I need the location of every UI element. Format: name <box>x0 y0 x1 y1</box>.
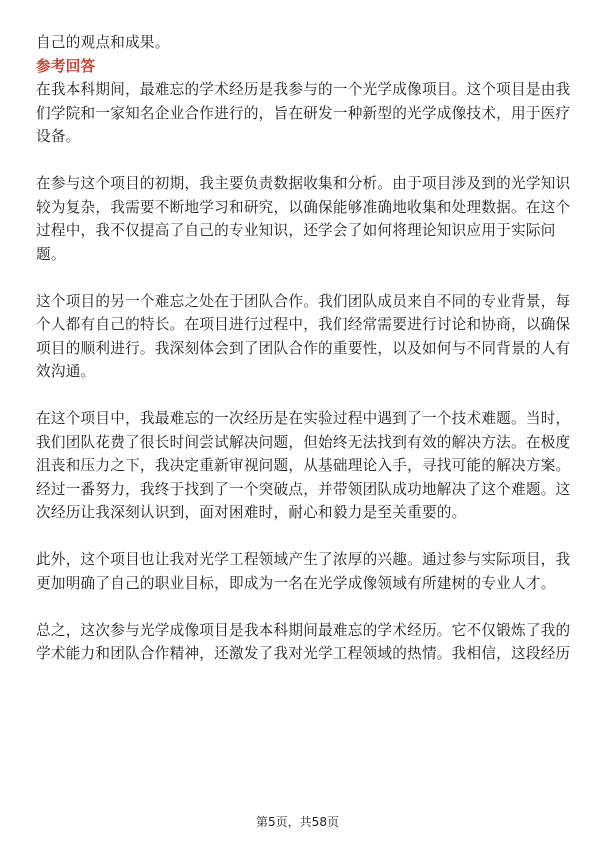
paragraph-line: 在参与这个项目的初期，我主要负责数据收集和分析。由于项目涉及到的光学知识 <box>36 175 571 192</box>
paragraph-line: 设备。 <box>36 128 81 145</box>
answer-heading: 参考回答 <box>36 57 96 75</box>
paragraph-spacer <box>36 525 559 549</box>
paragraph-line: 经过一番努力，我终于找到了一个突破点，并带领团队成功地解决了这个难题。这 <box>36 480 571 498</box>
paragraph-line: 过程中，我不仅提高了自己的专业知识，还学会了如何将理论知识应用于实际问 <box>36 222 556 239</box>
paragraph-line: 们学院和一家知名企业合作进行的，旨在研发一种新型的光学成像技术，用于医疗 <box>36 104 571 122</box>
paragraph-spacer <box>36 384 559 408</box>
paragraph-spacer <box>36 595 559 619</box>
paragraph-line: 个人都有自己的特长。在项目进行过程中，我们经常需要进行讨论和协商，以确保 <box>36 316 571 333</box>
document-body <box>36 31 571 666</box>
paragraph-5 <box>36 548 571 595</box>
paragraph-line: 学术能力和团队合作精神，还激发了我对光学工程领域的热情。我相信，这段经历 <box>36 645 571 662</box>
paragraph-line: 次经历让我深刻认识到，面对困难时，耐心和毅力是至关重要的。 <box>36 504 467 521</box>
paragraph-line: 在我本科期间，最难忘的学术经历是我参与的一个光学成像项目。这个项目是由我 <box>36 81 571 98</box>
paragraph-6 <box>36 619 571 666</box>
paragraph-line: 在这个项目中，我最难忘的一次经历是在实验过程中遇到了一个技术难题。当时， <box>36 410 571 427</box>
paragraph-line: 效沟通。 <box>36 363 96 380</box>
paragraph-2 <box>36 172 571 266</box>
paragraph-spacer <box>36 149 559 173</box>
paragraph-line: 项目的顺利进行。我深刻体会到了团队合作的重要性，以及如何与不同背景的人有 <box>36 339 571 357</box>
paragraph-spacer <box>36 266 559 290</box>
paragraph-line: 我们团队花费了很长时间尝试解决问题，但始终无法找到有效的解决方法。在极度 <box>36 433 571 451</box>
paragraph-1 <box>36 78 571 149</box>
paragraph-line: 此外，这个项目也让我对光学工程领域产生了浓厚的兴趣。通过参与实际项目，我 <box>36 551 571 568</box>
paragraph-line: 这个项目的另一个难忘之处在于团队合作。我们团队成员来自不同的专业背景，每 <box>36 292 571 310</box>
paragraph-line: 较为复杂，我需要不断地学习和研究，以确保能够准确地收集和处理数据。在这个 <box>36 198 571 216</box>
paragraph-line: 题。 <box>36 245 66 263</box>
paragraph-4 <box>36 407 571 525</box>
paragraph-line: 总之，这次参与光学成像项目是我本科期间最难忘的学术经历。它不仅锻炼了我的 <box>36 621 571 639</box>
page-number-footer: 第5页，共58页 <box>256 815 339 829</box>
intro-line: 自己的观点和成果。 <box>36 34 170 51</box>
paragraph-line: 更加明确了自己的职业目标，即成为一名在光学成像领域有所建树的专业人才。 <box>36 574 556 592</box>
paragraph-line: 沮丧和压力之下，我决定重新审视问题，从基础理论入手，寻找可能的解决方案。 <box>36 457 571 474</box>
paragraph-3 <box>36 290 571 384</box>
